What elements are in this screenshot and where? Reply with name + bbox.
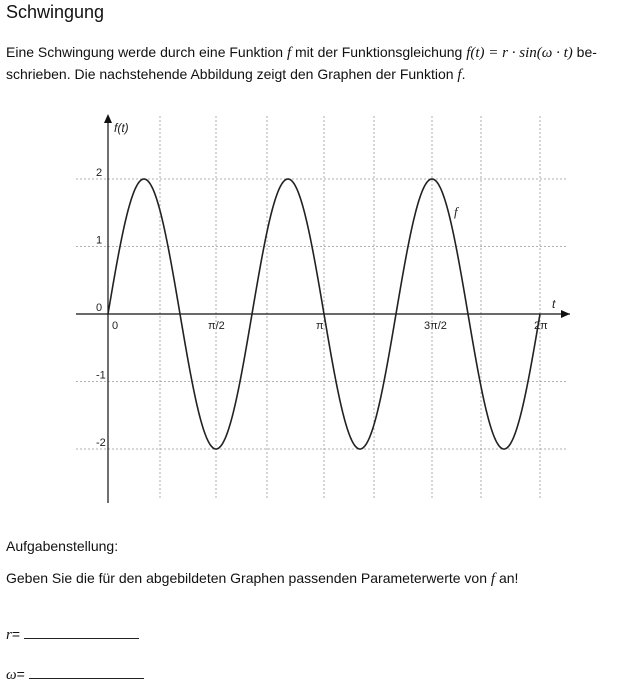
intro-text-4: schrieben. Die nachstehende Abbildung zeigt den Graphen der Funktion [6,66,458,82]
y-tick-label: -1 [96,369,106,382]
function-graph [0,108,642,508]
task-function-name: f [490,571,496,587]
intro-function-name-2: f [457,67,462,83]
x-tick-label: 2π [534,320,548,332]
task-text-1: Geben Sie die für den abgebildeten Graphen passenden Parameterwerte von [6,570,491,586]
intro-paragraph [6,42,636,86]
y-tick-label: 1 [96,234,103,247]
curve-label: f [454,204,458,219]
omega-equals: = [16,666,25,682]
omega-answer-field[interactable] [29,664,144,679]
intro-text-3: be- [572,44,597,60]
r-label: r [6,627,12,643]
task-heading: Aufgabenstellung: [6,538,119,554]
y-tick-label: 2 [96,167,103,179]
x-axis-label: t [552,297,556,311]
intro-text-2: mit der Funktionsgleichung [291,44,467,60]
r-answer-field[interactable] [24,624,139,639]
y-axis-label: f(t) [114,121,129,135]
y-axis-arrow [104,114,112,123]
y-tick-label: -2 [96,437,106,449]
r-equals: = [11,626,21,642]
answer-r [6,624,139,644]
task-text [6,570,518,588]
x-tick-label: 0 [112,320,119,332]
intro-equation: f(t) = r · sin(ω · t) [466,45,573,61]
answer-omega [6,664,144,684]
x-tick-label: π/2 [208,320,225,332]
task-text-2: an! [495,570,519,586]
page-title: Schwingung [6,2,105,22]
omega-label: ω [6,667,17,683]
intro-text-1: Eine Schwingung werde durch eine Funktion [6,44,287,60]
intro-text-5: . [461,66,466,82]
x-tick-label: π [316,320,324,332]
intro-function-name: f [286,45,292,61]
y-tick-label: 0 [96,302,103,314]
x-tick-label: 3π/2 [424,320,447,332]
t-axis-arrow [561,310,570,318]
